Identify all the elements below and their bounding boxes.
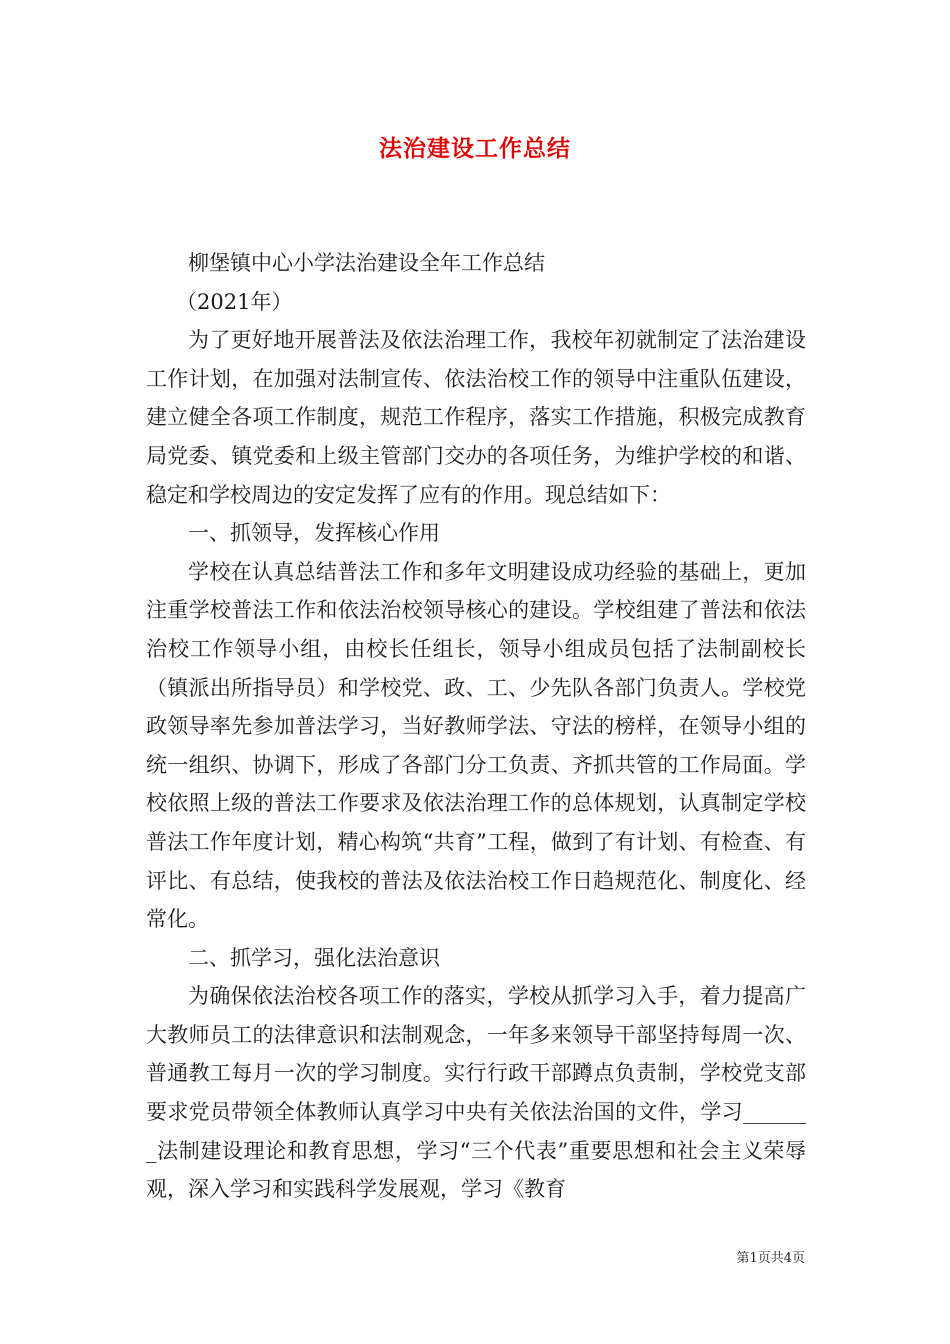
- document-year: （2021年）: [176, 289, 293, 314]
- paragraph-leadership: 学校在认真总结普法工作和多年文明建设成功经验的基础上，更加注重学校普法工作和依法治校领导核心的建设。学校组建了普法和依法治校工作领导小组，由校长任组长，领导小组成员包括了法制副校长（镇派出所指导员）和学校党、政、工、少先队各部门负责人。学校党政领导率先参加普法学习，当好教师学法、守法的榜样，在领导小组的统一组织、协调下，形成了各部门分工负责、齐抓共管的工作局面。学校依照上级的普法工作要求及依法治理工作的总体规划，认真制定学校普法工作年度计划，精心构筑“共育”工程，做到了有计划、有检查、有评比、有总结，使我校的普法及依法治校工作日趋规范化、制度化、经常化。: [146, 559, 806, 932]
- document-subtitle: 柳堡镇中心小学法治建设全年工作总结: [188, 251, 545, 275]
- document-body: [146, 244, 806, 1209]
- section-heading-leadership: 一、抓领导，发挥核心作用: [188, 521, 440, 546]
- paragraph-intro: 为了更好地开展普法及依法治理工作，我校年初就制定了法治建设工作计划，在加强对法制宣传、依法治校工作的领导中注重队伍建设，建立健全各项工作制度，规范工作程序，落实工作措施，积极完成教育局党委、镇党委和上级主管部门交办的各项任务，为维护学校的和谐、稳定和学校周边的安定发挥了应有的作用。现总结如下：: [146, 328, 806, 507]
- paragraph-study: 为确保依法治校各项工作的落实，学校从抓学习入手，着力提高广大教师员工的法律意识和法制观念，一年多来领导干部坚持每周一次、普通教工每月一次的学习制度。实行行政干部蹲点负责制，学校党支部要求党员带领全体教师认真学习中央有关依法治国的文件，学习_______法制建设理论和教育思想，学习“三个代表”重要思想和社会主义荣辱观，深入学习和实践科学发展观，学习《教育: [146, 984, 806, 1202]
- document-title: 法治建设工作总结: [379, 136, 571, 162]
- page-number: 第1页共4页: [736, 1251, 805, 1266]
- section-heading-study: 二、抓学习，强化法治意识: [188, 945, 440, 970]
